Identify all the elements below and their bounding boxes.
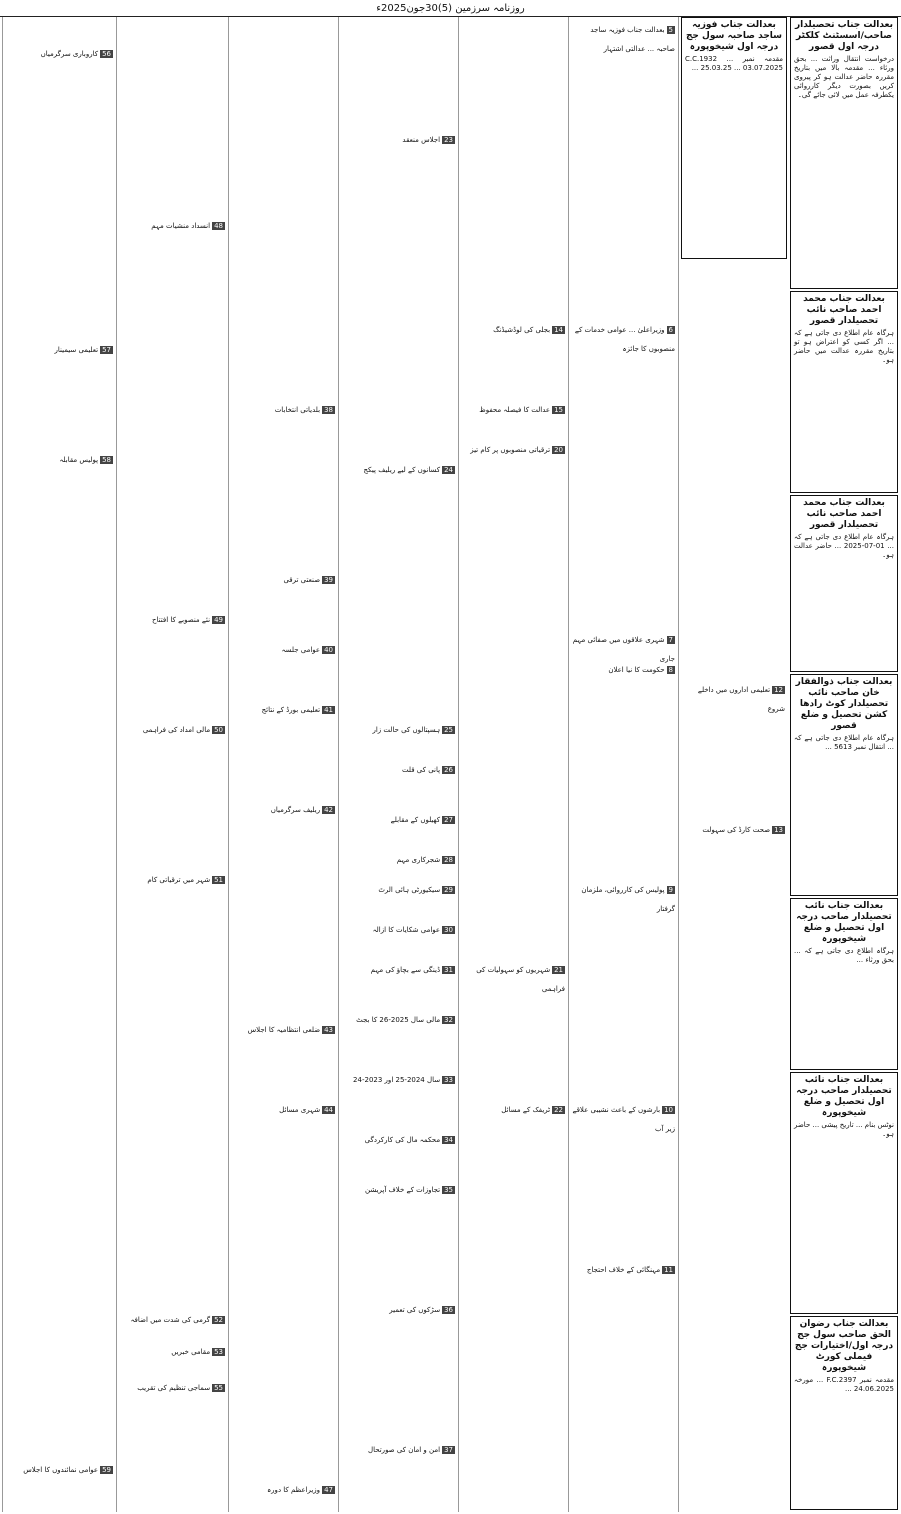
news-item: 56کاروباری سرگرمیاں xyxy=(40,50,111,58)
notice-title: بعدالت جناب رضوان الحق صاحب سول جج درجہ اول/اختیارات جج فیملی کورٹ شیخوپورہ xyxy=(794,1319,894,1373)
news-item: 57تعلیمی سیمینار xyxy=(54,346,111,354)
news-item: 29سیکیورٹی ہائی الرٹ xyxy=(378,886,453,894)
notice-title: بعدالت جناب ذوالفقار خان صاحب نائب تحصیلدار کوٹ رادھا کشن تحصیل و ضلع قصور xyxy=(795,677,893,731)
court-notice xyxy=(790,495,898,672)
news-item: 20ترقیاتی منصوبوں پر کام تیز xyxy=(470,446,563,454)
notice-body: مقدمہ نمبر F.C.2397 ... مورخہ 24.06.2025 ... xyxy=(794,1376,894,1393)
court-notice xyxy=(790,17,898,289)
column-7 xyxy=(116,17,227,1512)
news-item: 21شہریوں کو سہولیات کی فراہمی xyxy=(476,966,565,993)
news-item: 27کھیلوں کے مقابلے xyxy=(390,816,453,824)
column-4 xyxy=(458,17,567,1512)
news-item: 22ٹریفک کے مسائل xyxy=(501,1106,563,1114)
news-item: 26پانی کی قلت xyxy=(402,766,453,774)
masthead-text: روزنامہ سرزمین (5)30جون2025ء xyxy=(376,2,525,14)
news-item: 52گرمی کی شدت میں اضافہ xyxy=(130,1316,223,1324)
column-2 xyxy=(678,17,788,1512)
news-item: 34محکمہ مال کی کارکردگی xyxy=(364,1136,453,1144)
newspaper-page xyxy=(2,17,899,1512)
news-item: 37امن و امان کی صورتحال xyxy=(368,1446,453,1454)
news-item: 33سال 2024-25 اور 2023-24 xyxy=(353,1076,453,1084)
news-item: 39صنعتی ترقی xyxy=(283,576,333,584)
news-item: 32مالی سال 2025-26 کا بجٹ xyxy=(356,1016,453,1024)
news-item: 43ضلعی انتظامیہ کا اجلاس xyxy=(247,1026,333,1034)
masthead-line xyxy=(0,0,901,17)
news-item: 50مالی امداد کی فراہمی xyxy=(142,726,223,734)
news-item: 49نئے منصوبے کا افتتاح xyxy=(152,616,223,624)
news-item: 53مقامی خبریں xyxy=(171,1348,223,1356)
column-notices xyxy=(789,17,899,1512)
news-item: 59عوامی نمائندوں کا اجلاس xyxy=(23,1466,111,1474)
news-item: 44شہری مسائل xyxy=(279,1106,333,1114)
news-item: 7شہری علاقوں میں صفائی مہم جاری xyxy=(572,636,675,663)
news-item: 25ہسپتالوں کی حالت زار xyxy=(372,726,453,734)
notice-body: نوٹس بنام ... تاریخ پیشی ... حاضر ہو۔ xyxy=(794,1121,894,1138)
court-notice xyxy=(790,1072,898,1314)
news-item: 48انسداد منشیات مہم xyxy=(151,222,223,230)
notice-title: بعدالت جناب نائب تحصیلدار صاحب درجہ اول تحصیل و ضلع شیخوپورہ xyxy=(796,901,892,944)
news-item: 36سڑکوں کی تعمیر xyxy=(389,1306,453,1314)
news-item: 24کسانوں کے لیے ریلیف پیکج xyxy=(363,466,453,474)
news-item: 6وزیراعلیٰ ... عوامی خدمات کے منصوبوں کا جائزہ xyxy=(574,326,675,353)
news-item: 10بارشوں کے باعث نشیبی علاقے زیر آب xyxy=(572,1106,675,1133)
news-item: 31ڈینگی سے بچاؤ کی مہم xyxy=(370,966,453,974)
notice-body: درخواست انتقال وراثت ... بحق ورثاء ... مقدمہ بالا میں بتاریخ مقررہ حاضر عدالت ہو کر پیروی کریں بصورت دیگر کارروائی یکطرفہ عمل میں لائی جائے گی۔ xyxy=(794,55,894,99)
notice-title: بعدالت جناب فوزیہ ساجد صاحبہ سول جج درجہ اول شیخوپورہ xyxy=(685,20,783,52)
column-3 xyxy=(568,17,677,1512)
news-item: 5بعدالت جناب فوزیہ ساجد صاحبہ ... عدالتی اشتہار xyxy=(590,26,675,53)
notice-body: ہرگاہ اطلاع دی جاتی ہے کہ ... بحق ورثاء ... xyxy=(794,947,894,964)
news-item: 30عوامی شکایات کا ازالہ xyxy=(372,926,453,934)
news-item: 55سماجی تنظیم کی تقریب xyxy=(137,1384,223,1392)
court-notice xyxy=(790,291,898,493)
news-item: 40عوامی جلسہ xyxy=(281,646,333,654)
notice-title: بعدالت جناب نائب تحصیلدار صاحب درجہ اول تحصیل و ضلع شیخوپورہ xyxy=(796,1075,892,1118)
notice-title: بعدالت جناب محمد احمد صاحب نائب تحصیلدار قصور xyxy=(803,498,885,530)
notice-body: مقدمہ نمبر C.C.1932 ... 25.03.25 ... 03.07.2025 ... xyxy=(685,55,783,72)
column-8 xyxy=(2,17,115,1512)
court-notice xyxy=(790,674,898,896)
news-item: 35تجاوزات کے خلاف آپریشن xyxy=(365,1186,453,1194)
notice-body: ہرگاہ عام اطلاع دی جاتی ہے کہ ... 01-07-2025 ... حاضر عدالت ہو۔ xyxy=(794,533,894,559)
court-notice xyxy=(681,17,787,259)
column-5 xyxy=(338,17,457,1512)
news-item: 13صحت کارڈ کی سہولت xyxy=(702,826,783,834)
news-item: 14بجلی کی لوڈشیڈنگ xyxy=(493,326,563,334)
notice-body: ہرگاہ عام اطلاع دی جاتی ہے کہ ... اگر کسی کو اعتراض ہو تو بتاریخ مقررہ عدالت میں حاضر ہو۔ xyxy=(794,329,894,364)
news-item: 23اجلاس منعقد xyxy=(402,136,453,144)
news-item: 11مہنگائی کے خلاف احتجاج xyxy=(586,1266,673,1274)
news-item: 28شجرکاری مہم xyxy=(396,856,453,864)
news-item: 58پولیس مقابلہ xyxy=(59,456,111,464)
court-notice xyxy=(790,898,898,1070)
notice-body: ہرگاہ عام اطلاع دی جاتی ہے کہ ... انتقال نمبر 5613 ... xyxy=(794,734,894,751)
news-item: 42ریلیف سرگرمیاں xyxy=(270,806,333,814)
news-item: 41تعلیمی بورڈ کے نتائج xyxy=(261,706,333,714)
news-item: 38بلدیاتی انتخابات xyxy=(274,406,333,414)
news-item: 9پولیس کی کارروائی، ملزمان گرفتار xyxy=(581,886,675,913)
news-item: 8حکومت کا نیا اعلان xyxy=(608,666,673,674)
court-notice xyxy=(790,1316,898,1510)
news-item: 47وزیراعظم کا دورہ xyxy=(267,1486,333,1494)
notice-title: بعدالت جناب تحصیلدار صاحب/اسسٹنٹ کلکٹر درجہ اول قصور xyxy=(794,20,894,52)
news-item: 51شہر میں ترقیاتی کام xyxy=(147,876,223,884)
news-item: 12تعلیمی اداروں میں داخلے شروع xyxy=(697,686,785,713)
news-item: 15عدالت کا فیصلہ محفوظ xyxy=(479,406,563,414)
column-6 xyxy=(228,17,337,1512)
notice-title: بعدالت جناب محمد احمد صاحب نائب تحصیلدار قصور xyxy=(803,294,885,326)
